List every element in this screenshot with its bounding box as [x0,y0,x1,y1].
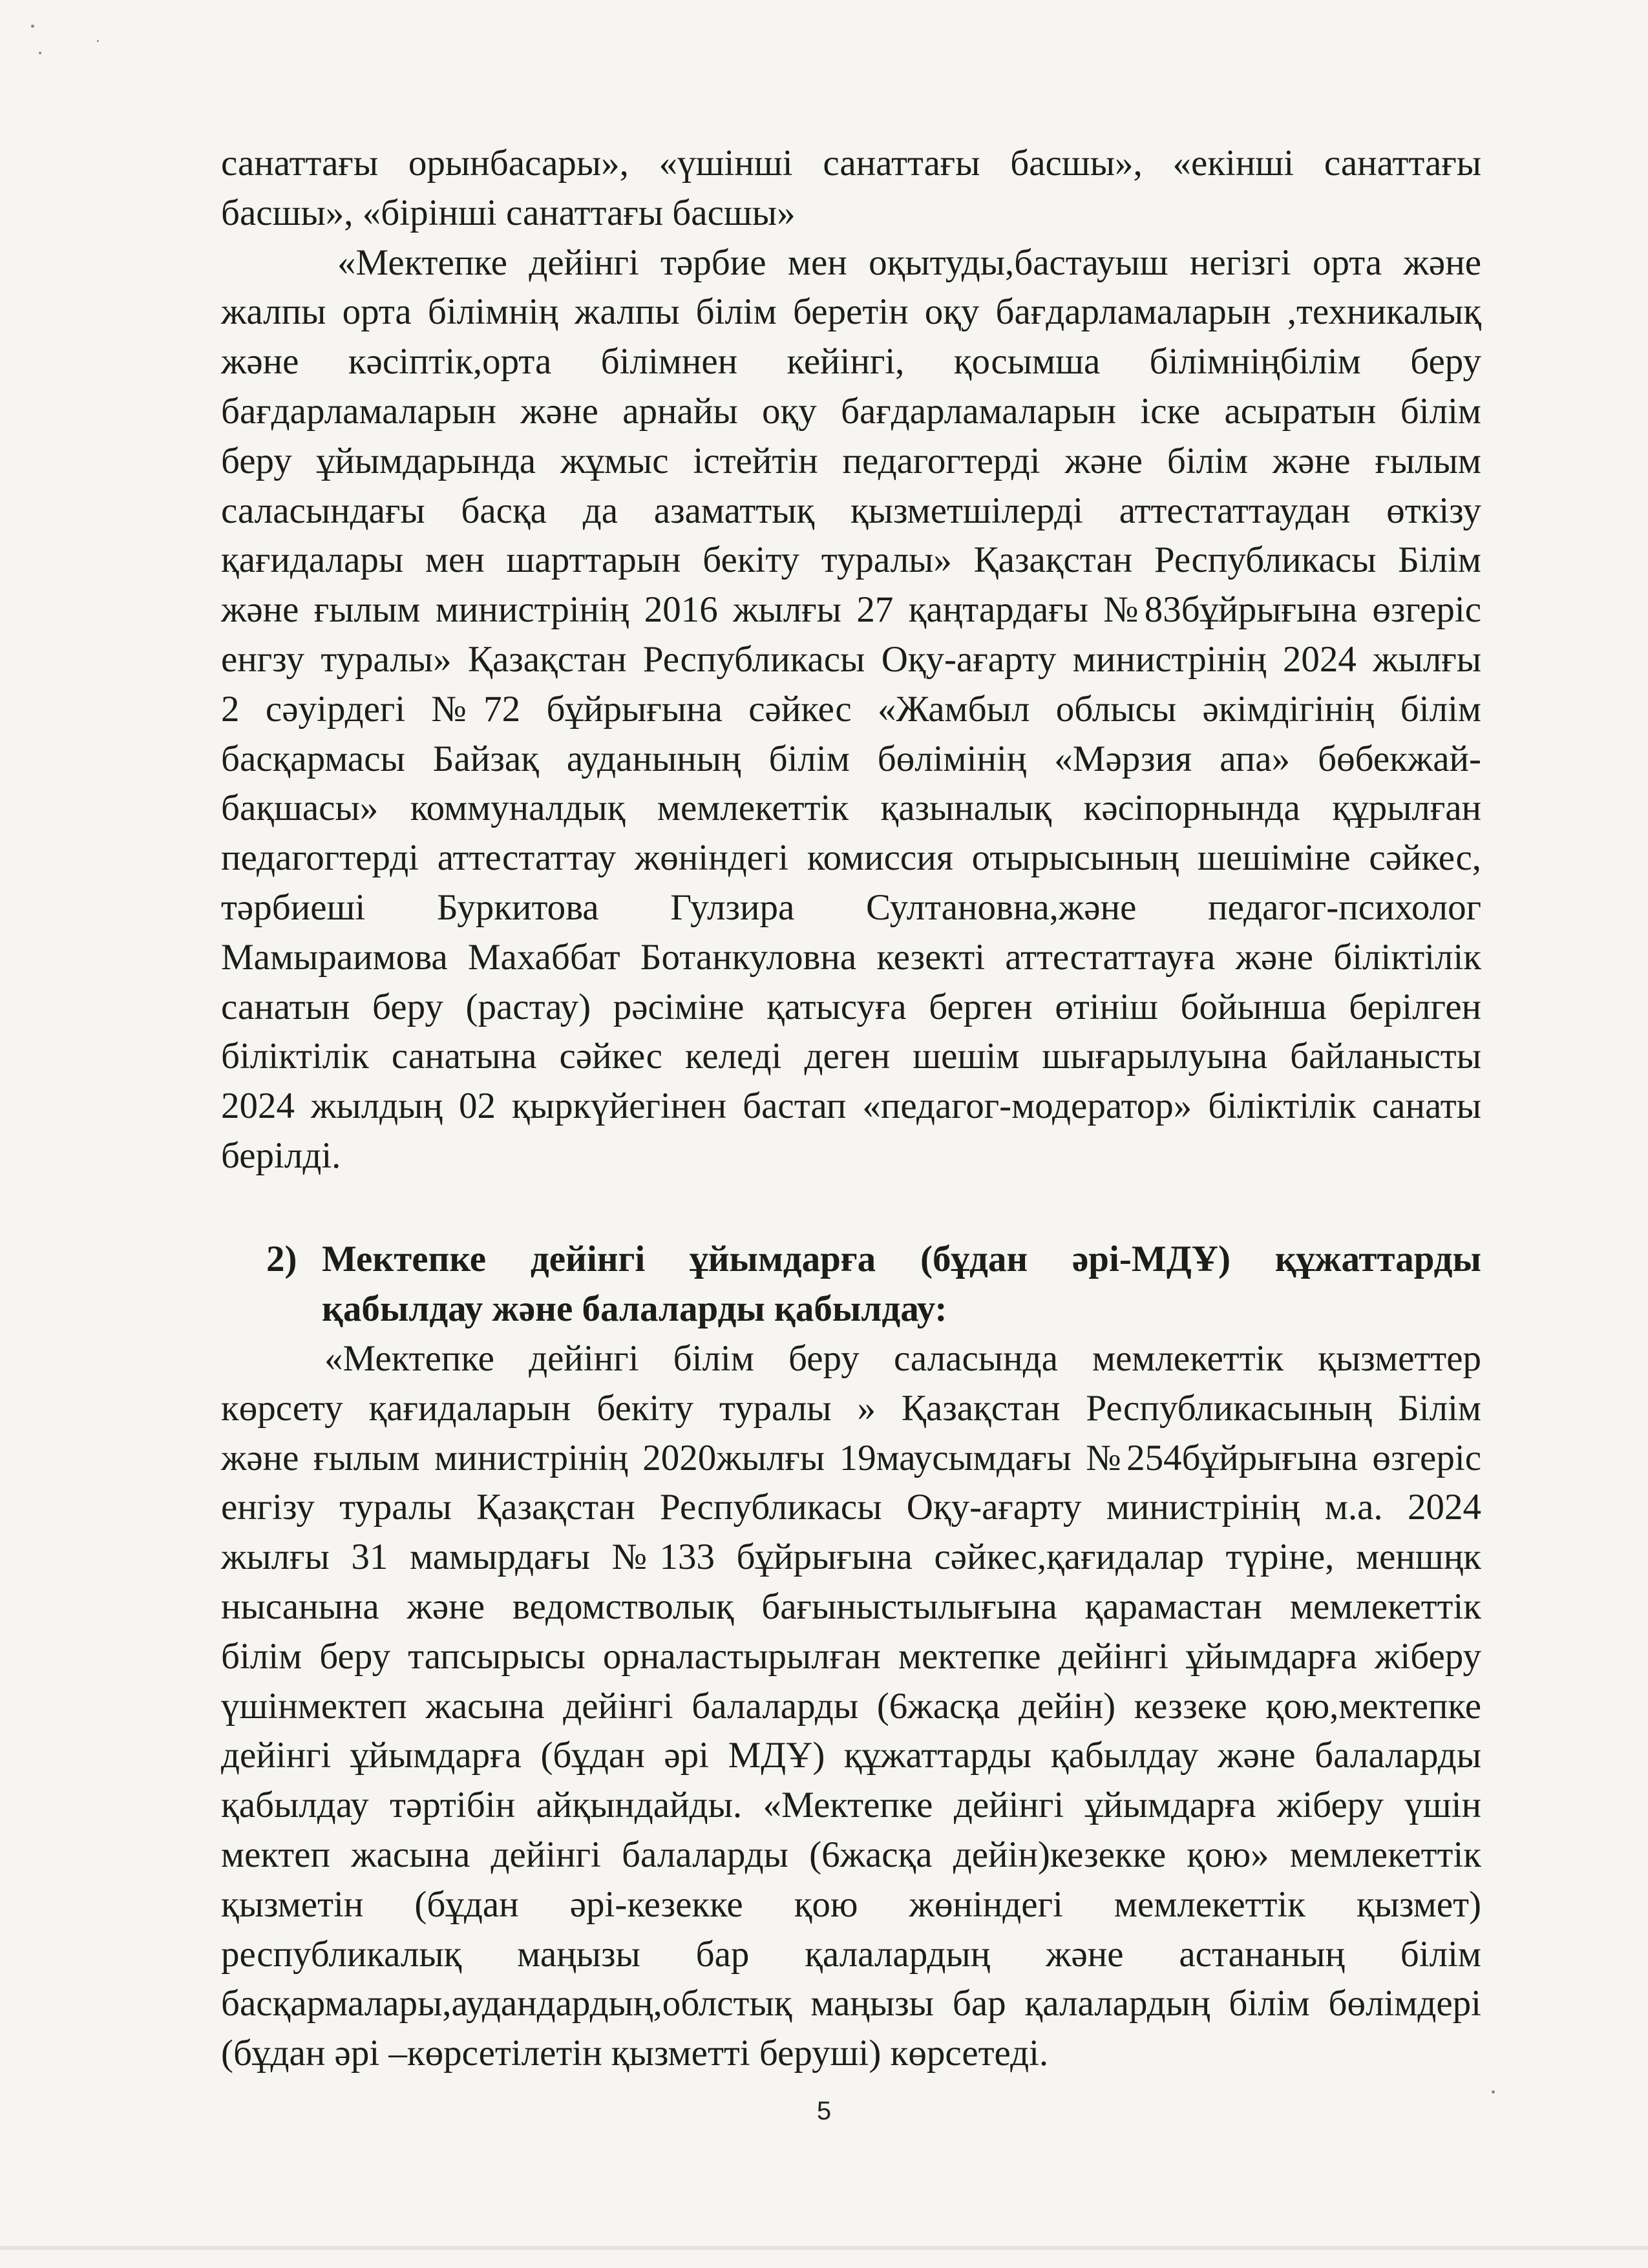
text-line: бақшасы» коммуналдық мемлекеттік қазыналық кәсіпорнында құрылған [221,788,1481,829]
text-line: Мамыраимова Махаббат Ботанкуловна кезекті аттестаттауға және біліктілік [221,936,1481,978]
scan-speck [97,40,99,42]
text-line: саласындағы басқа да азаматтық қызметшілерді аттестаттаудан өткізу [221,490,1481,531]
paragraph-preschool-admission [221,1334,1481,2079]
text-line: нысанына және ведомстволық бағыныстылығына қарамастан мемлекеттік [221,1586,1481,1627]
text-line: басқармасы Байзақ ауданының білім бөлімінің «Мәрзия апа» бөбекжай- [221,738,1481,779]
text-line: және ғылым министрінің 2016 жылғы 27 қаңтардағы №83бұйрығына өзгеріс [221,589,1481,631]
text-line: біліктілік санатына сәйкес келеді деген шешім шығарылуына байланысты [221,1036,1481,1077]
section-number: 2) [266,1239,297,1279]
text-line: беру ұйымдарында жұмыс істейтін педагогтерді және білім және ғылым [221,440,1481,481]
scan-speck [39,52,41,54]
section-heading [266,1235,1481,1334]
heading-line: қабылдау және балаларды қабылдау: [322,1288,947,1329]
text-line: енгізу туралы Қазақстан Республикасы Оқу-ағарту министрінің м.а. 2024 [221,1487,1481,1528]
text-line: республикалық маңызы бар қалалардың және астананың білім [221,1933,1481,1975]
paragraph-attestation [221,139,1481,1181]
text-line: білім беру тапсырысы орналастырылған мектепке дейінгі ұйымдарға жіберу [221,1635,1481,1677]
text-line: енгзу туралы» Қазақстан Республикасы Оқу-ағарту министрінің 2024 жылғы [221,638,1481,680]
text-line: қызметін (бұдан әрі-кезекке қою жөніндегі мемлекеттік қызмет) [221,1884,1481,1925]
text-line: қабылдау тәртібін айқындайды. «Мектепке дейінгі ұйымдарға жіберу үшін [221,1785,1481,1826]
text-line: 2024 жылдың 02 қыркүйегінен бастап «педагог-модератор» біліктілік санаты [221,1086,1481,1127]
text-line: үшінмектеп жасына дейінгі балаларды (6жасқа дейін) кеззеке қою,мектепке [221,1685,1481,1727]
text-line: (бұдан әрі –көрсетілетін қызметті беруші) көрсетеді. [221,2033,1049,2074]
scan-speck [31,25,34,28]
text-line: жалпы орта білімнің жалпы білім беретін оқу бағдарламаларын ,техникалық [221,291,1481,333]
text-line: мектеп жасына дейінгі балаларды (6жасқа дейін)кезекке қою» мемлекеттік [221,1834,1481,1875]
text-line: 2 сәуірдегі №72 бұйрығына сәйкес «Жамбыл облысы әкімдігінің білім [221,688,1481,730]
scan-bottom-edge [0,2246,1648,2250]
page-number: 5 [816,2097,832,2125]
text-line: педагогтерді аттестаттау жөніндегі комиссия отырысының шешіміне сәйкес, [221,837,1481,879]
text-line: жылғы 31 мамырдағы №133 бұйрығына сәйкес,қағидалар түріне, меншңк [221,1537,1481,1578]
text-line: көрсету қағидаларын бекіту туралы » Қазақстан Республикасының Білім [221,1387,1481,1429]
text-line: және ғылым министрінің 2020жылғы 19маусымдағы №254бұйрығына өзгеріс [221,1437,1481,1478]
text-line: қағидалары мен шарттарын бекіту туралы» Қазақстан Республикасы Білім [221,540,1481,581]
text-line: және кәсіптік,орта білімнен кейінгі, қосымша білімніңбілім беру [221,341,1481,383]
text-line: бағдарламаларын және арнайы оқу бағдарламаларын іске асыратын білім [221,390,1481,432]
scan-speck [1492,2090,1495,2094]
text-line: басқармалары,аудандардың,облстық маңызы бар қалалардың білім бөлімдері [221,1983,1481,2024]
text-line: берілді. [221,1135,341,1176]
text-line: тәрбиеші Буркитова Гулзира Султановна,және педагог-психолог [221,887,1481,928]
text-line: санаттағы орынбасары», «үшінші санаттағы басшы», «екінші санаттағы [221,143,1481,184]
heading-line: Мектепке дейінгі ұйымдарға (бұдан әрі-МДҰ) құжаттарды [322,1239,1481,1279]
text-line: «Мектепке дейінгі тәрбие мен оқытуды,бастауыш негізгі орта және [337,242,1481,283]
text-line: дейінгі ұйымдарға (бұдан әрі МДҰ) құжаттарды қабылдау және балаларды [221,1735,1481,1776]
text-line: «Мектепке дейінгі білім беру саласында мемлекеттік қызметтер [324,1338,1481,1379]
text-line: санатын беру (растау) рәсіміне қатысуға берген өтініш бойынша берілген [221,986,1481,1027]
text-line: басшы», «бірінші санаттағы басшы» [221,192,796,233]
